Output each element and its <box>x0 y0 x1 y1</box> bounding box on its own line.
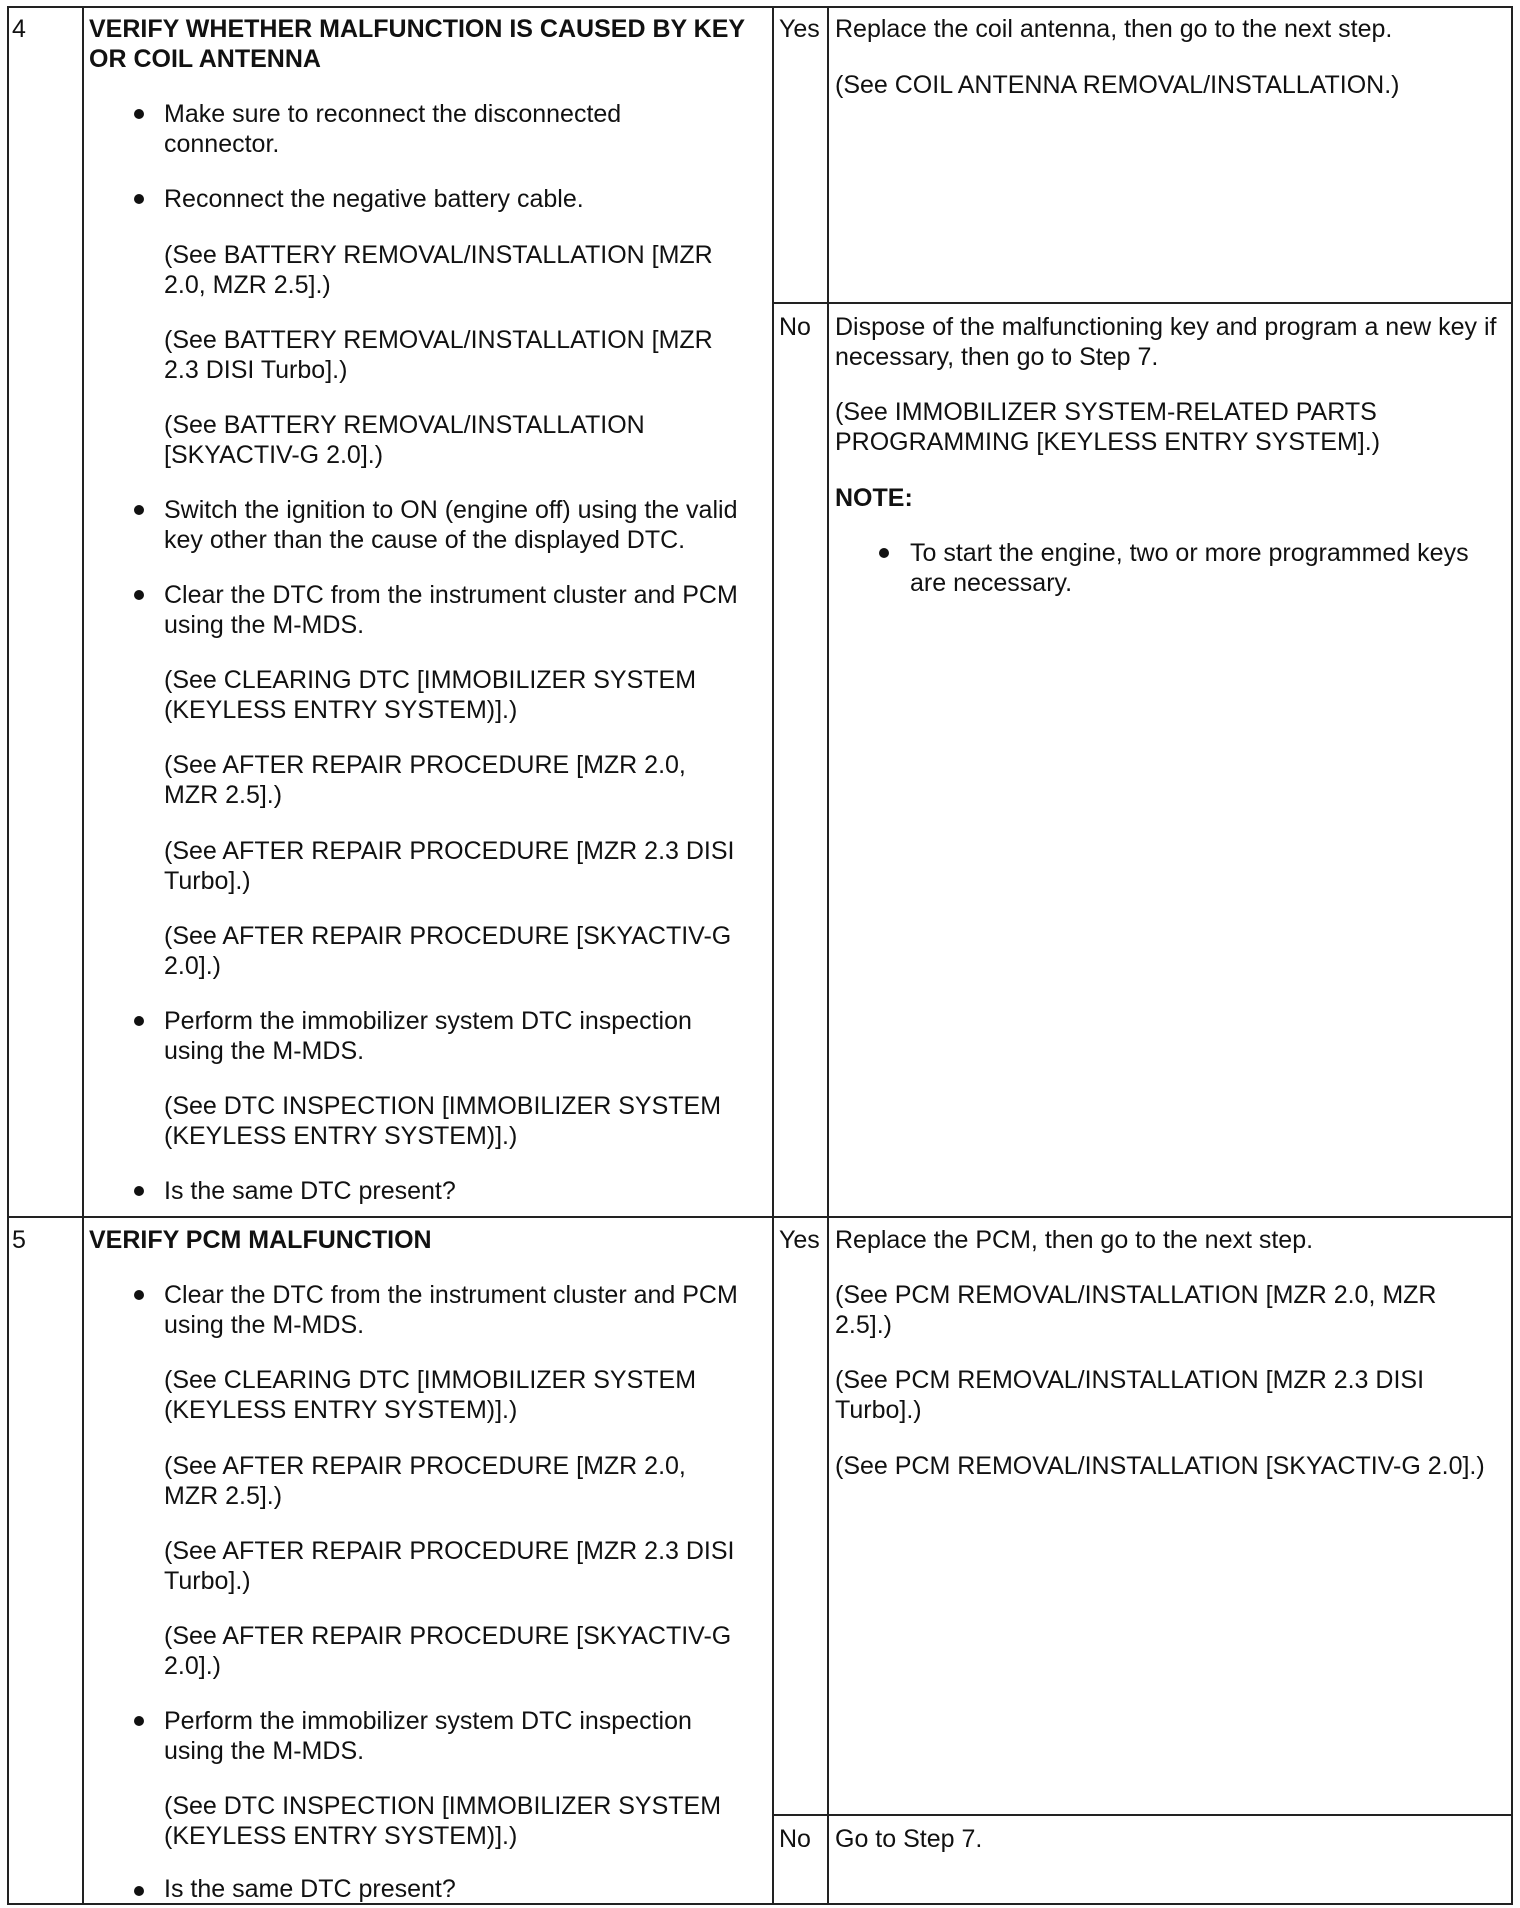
check-item: using the M-MDS. <box>164 1037 365 1065</box>
check-item: Perform the immobilizer system DTC inspection <box>164 1007 692 1035</box>
table-border-right <box>1511 6 1513 1905</box>
reference-link[interactable]: Turbo].) <box>835 1396 922 1424</box>
bullet-icon <box>134 1716 144 1726</box>
bullet-icon <box>134 194 144 204</box>
reference-link[interactable]: (See IMMOBILIZER SYSTEM-RELATED PARTS <box>835 398 1377 426</box>
reference-link[interactable]: (See COIL ANTENNA REMOVAL/INSTALLATION.) <box>835 71 1400 99</box>
check-item: Perform the immobilizer system DTC inspection <box>164 1707 692 1735</box>
bullet-icon <box>879 548 889 558</box>
reference-link[interactable]: (See CLEARING DTC [IMMOBILIZER SYSTEM <box>164 1366 697 1394</box>
reference-link[interactable]: MZR 2.5].) <box>164 781 283 809</box>
reference-link[interactable]: PROGRAMMING [KEYLESS ENTRY SYSTEM].) <box>835 428 1381 456</box>
reference-link[interactable]: Turbo].) <box>164 1567 251 1595</box>
reference-link[interactable]: (KEYLESS ENTRY SYSTEM)].) <box>164 1396 518 1424</box>
no-action-text: Go to Step 7. <box>835 1825 983 1853</box>
note-text: To start the engine, two or more programmed keys <box>910 539 1469 567</box>
reference-link[interactable]: MZR 2.5].) <box>164 1482 283 1510</box>
yes-action-text: Replace the coil antenna, then go to the next step. <box>835 15 1393 43</box>
check-item: using the M-MDS. <box>164 1737 365 1765</box>
check-item: connector. <box>164 130 280 158</box>
result-yes-label: Yes <box>779 1226 820 1254</box>
check-item: using the M-MDS. <box>164 611 365 639</box>
table-border-top <box>7 6 1513 8</box>
reference-link[interactable]: 2.0].) <box>164 1652 221 1680</box>
step-title: VERIFY PCM MALFUNCTION <box>89 1226 432 1254</box>
reference-link[interactable]: 2.0].) <box>164 952 221 980</box>
reference-link[interactable]: (KEYLESS ENTRY SYSTEM)].) <box>164 1822 518 1850</box>
reference-link[interactable]: (See AFTER REPAIR PROCEDURE [MZR 2.3 DISI <box>164 1537 735 1565</box>
reference-link[interactable]: Turbo].) <box>164 867 251 895</box>
check-item: Make sure to reconnect the disconnected <box>164 100 622 128</box>
step-title: VERIFY WHETHER MALFUNCTION IS CAUSED BY KEY <box>89 15 746 43</box>
step5-yes-no-divider <box>772 1814 1513 1816</box>
column-divider-number <box>82 6 84 1905</box>
bullet-icon <box>134 1290 144 1300</box>
reference-link[interactable]: (See PCM REMOVAL/INSTALLATION [MZR 2.0, MZR <box>835 1281 1437 1309</box>
bullet-icon <box>134 1186 144 1196</box>
check-item: Clear the DTC from the instrument cluster and PCM <box>164 581 738 609</box>
table-border-left <box>7 6 9 1905</box>
reference-link[interactable]: (See AFTER REPAIR PROCEDURE [MZR 2.0, <box>164 1452 686 1480</box>
reference-link[interactable]: (See CLEARING DTC [IMMOBILIZER SYSTEM <box>164 666 697 694</box>
reference-link[interactable]: 2.5].) <box>835 1311 892 1339</box>
bullet-icon <box>134 590 144 600</box>
bullet-icon <box>134 109 144 119</box>
reference-link[interactable]: 2.3 DISI Turbo].) <box>164 356 348 384</box>
reference-link[interactable]: (See DTC INSPECTION [IMMOBILIZER SYSTEM <box>164 1792 722 1820</box>
reference-link[interactable]: 2.0, MZR 2.5].) <box>164 271 331 299</box>
no-action-text: Dispose of the malfunctioning key and program a new key if <box>835 313 1497 341</box>
bullet-icon <box>134 505 144 515</box>
reference-link[interactable]: (KEYLESS ENTRY SYSTEM)].) <box>164 1122 518 1150</box>
reference-link[interactable]: (KEYLESS ENTRY SYSTEM)].) <box>164 696 518 724</box>
reference-link[interactable]: (See PCM REMOVAL/INSTALLATION [MZR 2.3 DISI <box>835 1366 1425 1394</box>
result-yes-label: Yes <box>779 15 820 43</box>
bullet-icon <box>134 1016 144 1026</box>
reference-link[interactable]: (See AFTER REPAIR PROCEDURE [MZR 2.3 DISI <box>164 837 735 865</box>
check-item: Reconnect the negative battery cable. <box>164 185 584 213</box>
reference-link[interactable]: (See AFTER REPAIR PROCEDURE [SKYACTIV-G <box>164 1622 732 1650</box>
reference-link[interactable]: (See PCM REMOVAL/INSTALLATION [SKYACTIV-G 2.0].) <box>835 1452 1485 1480</box>
column-divider-result <box>772 6 774 1905</box>
step4-yes-no-divider <box>772 302 1513 304</box>
check-item: key other than the cause of the displayed DTC. <box>164 526 686 554</box>
reference-link[interactable]: (See BATTERY REMOVAL/INSTALLATION [MZR <box>164 326 713 354</box>
no-action-text: necessary, then go to Step 7. <box>835 343 1159 371</box>
reference-link[interactable]: (See BATTERY REMOVAL/INSTALLATION [MZR <box>164 241 713 269</box>
result-no-label: No <box>779 1825 811 1853</box>
reference-link[interactable]: (See BATTERY REMOVAL/INSTALLATION <box>164 411 645 439</box>
reference-link[interactable]: (See AFTER REPAIR PROCEDURE [SKYACTIV-G <box>164 922 732 950</box>
step-title: OR COIL ANTENNA <box>89 45 321 73</box>
yes-action-text: Replace the PCM, then go to the next step. <box>835 1226 1314 1254</box>
step-number: 5 <box>12 1226 26 1254</box>
note-text: are necessary. <box>910 569 1073 597</box>
column-divider-action <box>827 6 829 1905</box>
check-item: Clear the DTC from the instrument cluster and PCM <box>164 1281 738 1309</box>
check-item: Is the same DTC present? <box>164 1177 456 1205</box>
reference-link[interactable]: (See DTC INSPECTION [IMMOBILIZER SYSTEM <box>164 1092 722 1120</box>
result-no-label: No <box>779 313 811 341</box>
bullet-icon <box>134 1886 144 1896</box>
reference-link[interactable]: [SKYACTIV-G 2.0].) <box>164 441 384 469</box>
reference-link[interactable]: (See AFTER REPAIR PROCEDURE [MZR 2.0, <box>164 751 686 779</box>
step-number: 4 <box>12 15 26 43</box>
check-item: using the M-MDS. <box>164 1311 365 1339</box>
note-label: NOTE: <box>835 484 913 512</box>
check-item: Is the same DTC present? <box>164 1875 456 1903</box>
check-item: Switch the ignition to ON (engine off) using the valid <box>164 496 738 524</box>
row-divider-4-5 <box>7 1216 1513 1218</box>
